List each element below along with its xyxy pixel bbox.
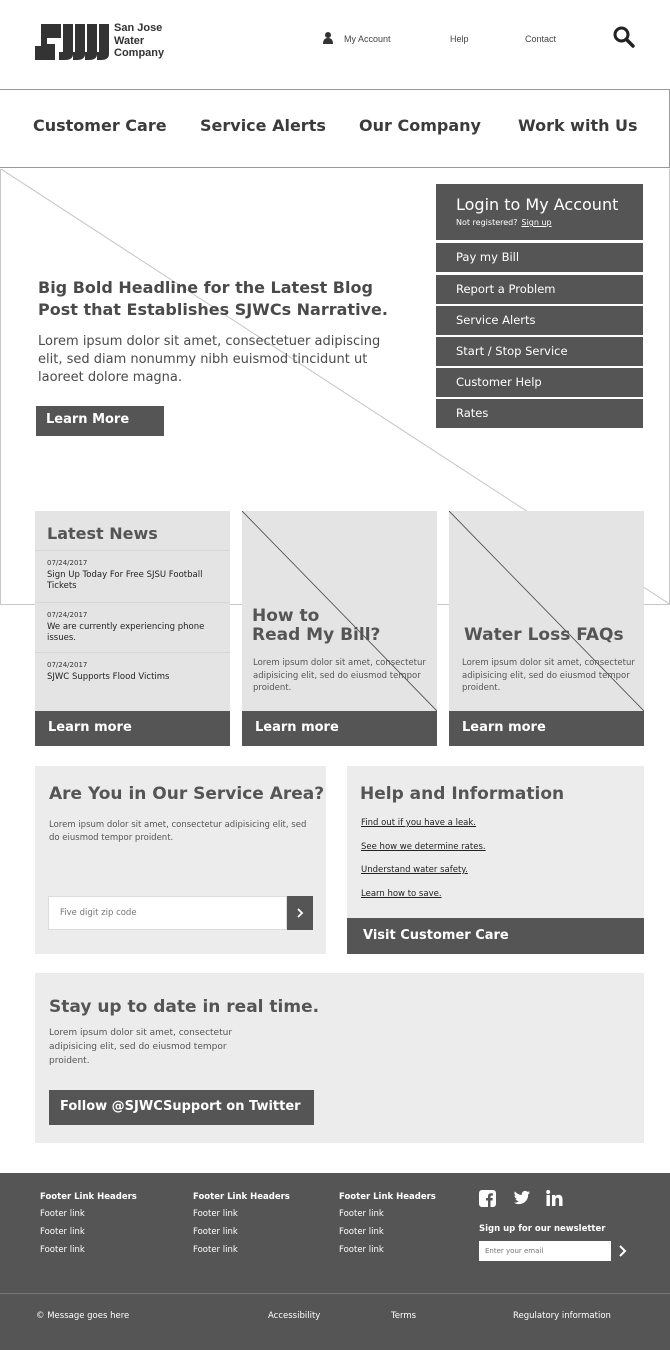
realtime-box bbox=[35, 973, 644, 1143]
read-bill-title-line2: Read My Bill? bbox=[252, 625, 381, 645]
chevron-right-icon bbox=[287, 896, 313, 930]
footer-link[interactable]: Footer link bbox=[193, 1227, 238, 1237]
login-header[interactable] bbox=[436, 184, 643, 240]
user-icon bbox=[323, 32, 333, 44]
latest-news-card bbox=[35, 511, 230, 746]
footer-link[interactable]: Footer link bbox=[339, 1227, 384, 1237]
footer-column bbox=[339, 1192, 436, 1263]
follow-twitter-button[interactable]: Follow @SJWCSupport on Twitter bbox=[49, 1090, 314, 1125]
realtime-text: Lorem ipsum dolor sit amet, consectetur adipisicing elit, sed do eiusmod tempor proident. bbox=[49, 1028, 233, 1066]
logo-mark bbox=[35, 24, 113, 60]
news-date: 07/24/2017 bbox=[47, 611, 88, 619]
news-item[interactable] bbox=[35, 652, 230, 691]
help-link[interactable]: Help bbox=[450, 34, 469, 44]
report-problem-button[interactable]: Report a Problem bbox=[436, 275, 643, 304]
company-name-line2: Water bbox=[114, 34, 145, 47]
pay-bill-button[interactable]: Pay my Bill bbox=[436, 243, 643, 272]
linkedin-icon[interactable] bbox=[546, 1190, 563, 1206]
news-text: Sign Up Today For Free SJSU Football Tickets bbox=[47, 570, 203, 591]
news-item[interactable] bbox=[35, 602, 230, 652]
read-bill-title bbox=[252, 607, 380, 645]
footer-column-header: Footer Link Headers bbox=[339, 1192, 436, 1202]
service-area-box bbox=[35, 766, 326, 954]
twitter-icon[interactable] bbox=[512, 1190, 530, 1206]
copyright-text: © Message goes here bbox=[36, 1311, 130, 1321]
hero-learn-more-button[interactable]: Learn More bbox=[36, 406, 164, 436]
footer-link[interactable]: Footer link bbox=[339, 1209, 384, 1219]
water-safety-link[interactable]: Understand water safety. bbox=[361, 865, 468, 875]
news-date: 07/24/2017 bbox=[47, 661, 88, 669]
footer-link[interactable]: Footer link bbox=[40, 1227, 85, 1237]
site-footer bbox=[0, 1173, 670, 1350]
latest-news-title: Latest News bbox=[47, 524, 158, 543]
zip-submit-button[interactable] bbox=[287, 896, 313, 930]
hero-headline: Big Bold Headline for the Latest Blog Post that Establishes SJWCs Narrative. bbox=[38, 278, 388, 319]
footer-link[interactable]: Footer link bbox=[40, 1209, 85, 1219]
footer-divider bbox=[0, 1293, 670, 1294]
save-water-link[interactable]: Learn how to save. bbox=[361, 889, 442, 899]
newsletter-email-input[interactable] bbox=[479, 1241, 611, 1261]
footer-column bbox=[40, 1192, 137, 1263]
read-bill-text: Lorem ipsum dolor sit amet, consectetur adipisicing elit, sed do eiusmod tempor proident. bbox=[253, 658, 426, 693]
company-name bbox=[114, 22, 164, 60]
realtime-title: Stay up to date in real time. bbox=[49, 997, 320, 1017]
news-text: SJWC Supports Flood Victims bbox=[47, 672, 170, 682]
site-header bbox=[0, 0, 670, 90]
water-loss-title: Water Loss FAQs bbox=[464, 625, 624, 645]
news-item[interactable] bbox=[35, 550, 230, 600]
footer-column-header: Footer Link Headers bbox=[193, 1192, 290, 1202]
news-learn-more-button[interactable]: Learn more bbox=[35, 711, 230, 746]
sign-up-link[interactable]: Sign up bbox=[521, 218, 552, 227]
facebook-icon[interactable] bbox=[479, 1190, 496, 1207]
visit-customer-care-button[interactable]: Visit Customer Care bbox=[347, 918, 644, 954]
water-loss-card bbox=[449, 511, 644, 746]
main-nav bbox=[0, 89, 670, 168]
read-bill-card bbox=[242, 511, 437, 746]
nav-customer-care[interactable]: Customer Care bbox=[33, 116, 167, 135]
read-bill-title-line1: How to bbox=[252, 606, 320, 626]
help-info-box bbox=[347, 766, 644, 954]
nav-work-with-us[interactable]: Work with Us bbox=[518, 116, 638, 135]
contact-link[interactable]: Contact bbox=[525, 34, 557, 44]
nav-our-company[interactable]: Our Company bbox=[359, 116, 481, 135]
login-title: Login to My Account bbox=[456, 195, 619, 214]
not-registered-label: Not registered? bbox=[456, 218, 518, 227]
help-info-title: Help and Information bbox=[360, 784, 565, 804]
rates-link[interactable]: See how we determine rates. bbox=[361, 842, 486, 852]
regulatory-link[interactable]: Regulatory information bbox=[513, 1311, 611, 1321]
footer-link[interactable]: Footer link bbox=[193, 1245, 238, 1255]
service-area-text: Lorem ipsum dolor sit amet, consectetur adipisicing elit, sed do eiusmod tempor proident. bbox=[49, 820, 307, 843]
news-date: 07/24/2017 bbox=[47, 559, 88, 567]
hero-body: Lorem ipsum dolor sit amet, consectetuer adipiscing elit, sed diam nonummy nibh euismod tincidunt ut laoreet dolore magna. bbox=[38, 334, 381, 385]
company-name-line3: Company bbox=[114, 47, 165, 59]
water-loss-text: Lorem ipsum dolor sit amet, consectetur adipisicing elit, sed do eiusmod tempor proident. bbox=[462, 658, 635, 693]
news-text: We are currently experiencing phone issues. bbox=[47, 622, 205, 643]
newsletter-label: Sign up for our newsletter bbox=[479, 1224, 606, 1234]
terms-link[interactable]: Terms bbox=[391, 1311, 417, 1321]
customer-help-button[interactable]: Customer Help bbox=[436, 368, 643, 397]
water-loss-learn-more-button[interactable]: Learn more bbox=[449, 711, 644, 746]
footer-column-header: Footer Link Headers bbox=[40, 1192, 137, 1202]
company-name-line1: San Jose bbox=[114, 22, 163, 34]
read-bill-learn-more-button[interactable]: Learn more bbox=[242, 711, 437, 746]
company-logo[interactable] bbox=[35, 22, 175, 62]
service-area-title: Are You in Our Service Area? bbox=[49, 784, 325, 804]
rates-button[interactable]: Rates bbox=[436, 399, 643, 428]
login-subtext bbox=[456, 218, 552, 227]
newsletter-submit-icon[interactable] bbox=[617, 1243, 629, 1259]
footer-column bbox=[193, 1192, 290, 1263]
zip-code-input[interactable] bbox=[48, 896, 287, 930]
accessibility-link[interactable]: Accessibility bbox=[268, 1311, 321, 1321]
service-alerts-button[interactable]: Service Alerts bbox=[436, 306, 643, 335]
my-account-link[interactable]: My Account bbox=[344, 34, 391, 44]
footer-link[interactable]: Footer link bbox=[40, 1245, 85, 1255]
search-icon[interactable] bbox=[612, 25, 636, 49]
leak-link[interactable]: Find out if you have a leak. bbox=[361, 818, 477, 828]
footer-link[interactable]: Footer link bbox=[193, 1209, 238, 1219]
start-stop-service-button[interactable]: Start / Stop Service bbox=[436, 337, 643, 366]
footer-link[interactable]: Footer link bbox=[339, 1245, 384, 1255]
nav-service-alerts[interactable]: Service Alerts bbox=[200, 116, 326, 135]
